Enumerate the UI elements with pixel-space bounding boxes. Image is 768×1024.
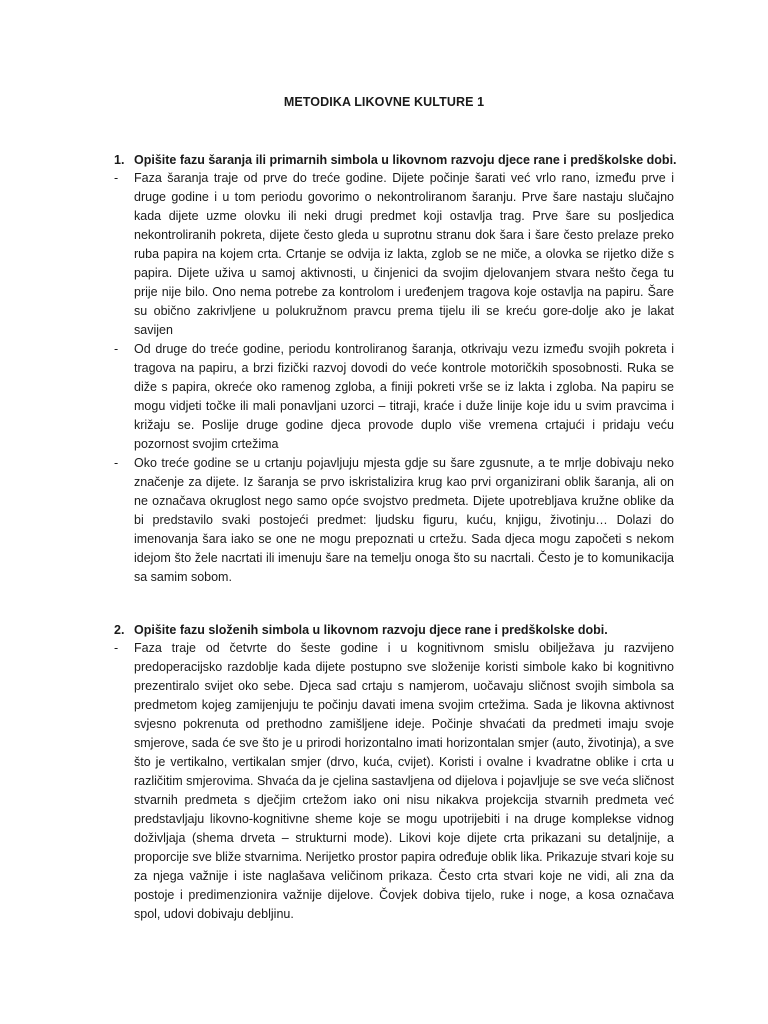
- paragraph: Od druge do treće godine, periodu kontroliranog šaranja, otkrivaju vezu između svojih pokreta i tragova na papiru, a brzi fizički razvoj dovodi do veće kontrole motoričkih sposobnosti. Ruka se diže s papira, okreće oko ramenog zgloba, a finiji pokreti vrše se iz lakta i zgloba. Na papiru se mogu vidjeti točke ili mali ponavljani uzorci – titraji, kraće i duže linije koje idu u svim pravcima i križaju se. Poslije druge godine djeca provode duplo više vremena crtajući i pridaju veću pozornost svojim crtežima: [134, 342, 674, 451]
- question-1: [114, 151, 677, 587]
- question-heading: [114, 151, 677, 169]
- bullet-dash: -: [114, 456, 119, 470]
- question-number: 2.: [114, 623, 125, 637]
- question-heading: [114, 621, 674, 639]
- list-item: [114, 340, 674, 454]
- bullet-dash: -: [114, 342, 119, 356]
- question-2: [114, 621, 674, 924]
- document-title: METODIKA LIKOVNE KULTURE 1: [283, 95, 485, 109]
- paragraph: Oko treće godine se u crtanju pojavljuju mjesta gdje su šare zgusnute, a te mrlje dobivaju neko značenje za dijete. Iz šaranja se prvo iskristalizira krug kao prvi organizirani oblik šaranja, ali on ne označava okruglost nego samo opće svojstvo predmeta. Dijete upotrebljava kružne oblike da bi predstavilo svaki postojeći predmet: ljudsku figuru, kuću, knjigu, životinju… Dolazi do imenovanja šara iako se one ne mogu prepoznati u crtežu. Sada djeca mogu započeti s nekom idejom što žele nacrtati ili imenuju šare na temelju onoga što su nacrtali. Često je to komunikacija sa samim sobom.: [134, 456, 674, 584]
- list-item: [114, 454, 674, 587]
- list-item: [114, 639, 674, 924]
- list-item: [114, 169, 674, 340]
- bullet-dash: -: [114, 641, 119, 655]
- question-text: Opišite fazu složenih simbola u likovnom razvoju djece rane i predškolske dobi.: [134, 623, 608, 637]
- question-text: Opišite fazu šaranja ili primarnih simbola u likovnom razvoju djece rane i predškolske dobi.: [134, 153, 677, 167]
- bullet-dash: -: [114, 171, 119, 185]
- question-number: 1.: [114, 153, 125, 167]
- paragraph: Faza šaranja traje od prve do treće godine. Dijete počinje šarati već vrlo rano, između prve i druge godine i u tom periodu govorimo o nekontroliranom šaranju. Prve šare nastaju slučajno kada dijete uzme olovku ili neki drugi predmet koji ostavlja trag. Prve šare su posljedica nekontroliranih pokreta, dijete često gleda u suprotnu stranu dok šara i šare često prelaze preko ruba papira na kojem crta. Crtanje se odvija iz lakta, zglob se ne miče, a olovka se rijetko diže s papira. Dijete uživa u samoj aktivnosti, u činjenici da svojim djelovanjem stvara nešto čega tu prije nije bilo. Ono nema potrebe za kontrolom i uređenjem tragova koje ostavlja na papiru. Šare su obično zakrivljene u polukružnom pravcu prema tijelu ili se kreću gore-dolje ako je lakat savijen: [134, 171, 674, 337]
- paragraph: Faza traje od četvrte do šeste godine i u kognitivnom smislu obilježava ju razvijeno predoperacijsko razdoblje kada dijete postupno sve složenije koristi simbole kako bi kognitivno prezentiralo svijet oko sebe. Djeca sad crtaju s namjerom, uočavaju sličnost svojih simbola sa predmetom kojeg zamijenjuju te počinju davati imena svojim crtežima. Sada je likovna aktivnost svjesno pokrenuta od prethodno zamišljene ideje. Počinje shvaćati da predmeti imaju svoje smjerove, sada će sve što je u prirodi horizontalno imati horizontalan smjer (auto, životinja), a sve što je vertikalno, vertikalan smjer (drvo, kuća, cvijet). Koristi i ovalne i kvadratne oblike i crta u različitim smjerovima. Shvaća da je cjelina sastavljena od dijelova i pojavljuje se sve veća sličnost stvarnih predmeta s dječjim crtežom iako oni nisu nikakva projekcija stvarnih predmeta već predstavljaju likovno-kognitivne sheme koje se mogu upotrijebiti i na druge komplekse vidnog doživljaja (shema drveta – strukturni mode). Likovi koje dijete crta prikazani su detaljnije, a proporcije sve bliže stvarnima. Nerijetko prostor papira određuje oblik lika. Prikazuje stvari koje su za njega važnije i iste naglašava veličinom prikaza. Često crta stvari koje ne vidi, ali zna da postoje i predimenzionira važnije dijelove. Čovjek dobiva tijelo, ruke i noge, a kosa označava spol, udovi dobivaju debljinu.: [134, 641, 674, 921]
